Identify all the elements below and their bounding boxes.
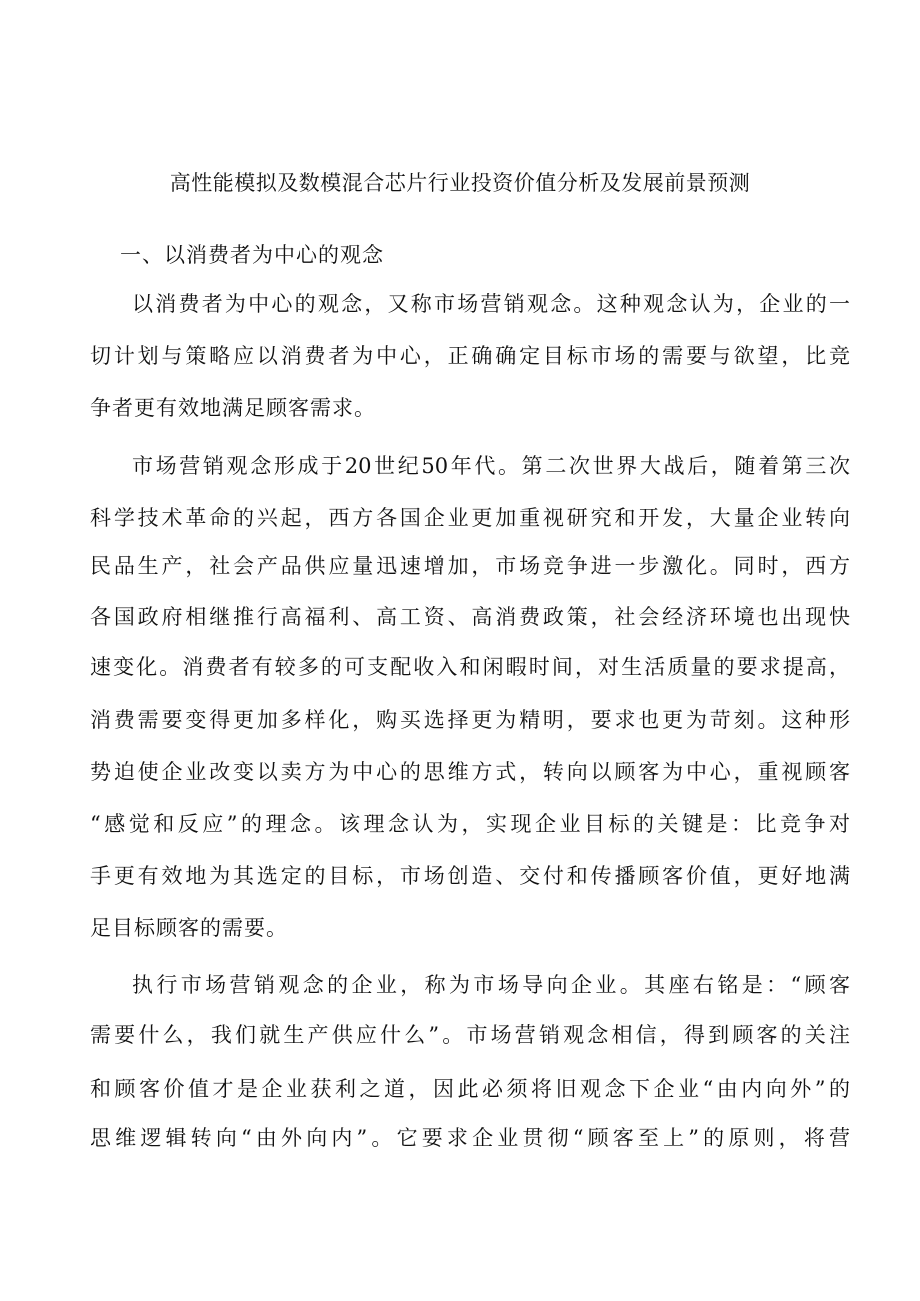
- paragraph-3-line-1: 执行市场营销观念的企业，称为市场导向企业。其座右铭是：“顾客: [132, 973, 850, 997]
- paragraph-2-line-5: 速变化。消费者有较多的可支配收入和闲暇时间，对生活质量的要求提高，: [90, 655, 850, 679]
- paragraph-3-line-3: 和顾客价值才是企业获利之道，因此必须将旧观念下企业“由内向外”的: [90, 1077, 850, 1101]
- paragraph-1-line-1: 以消费者为中心的观念，又称市场营销观念。这种观念认为，企业的一: [132, 292, 850, 316]
- paragraph-2-line-6: 消费需要变得更加多样化，购买选择更为精明，要求也更为苛刻。这种形: [90, 708, 850, 732]
- paragraph-3-line-2: 需要什么，我们就生产供应什么”。市场营销观念相信，得到顾客的关注: [90, 1023, 850, 1047]
- paragraph-2-line-7: 势迫使企业改变以卖方为中心的思维方式，转向以顾客为中心，重视顾客: [90, 760, 850, 784]
- paragraph-2-line-2: 科学技术革命的兴起，西方各国企业更加重视研究和开发，大量企业转向: [90, 506, 850, 530]
- paragraph-2-line-1: 市场营销观念形成于20世纪50年代。第二次世界大战后，随着第三次: [132, 454, 850, 478]
- paragraph-2-line-9: 手更有效地为其选定的目标，市场创造、交付和传播顾客价值，更好地满: [90, 864, 850, 888]
- paragraph-2-line-4: 各国政府相继推行高福利、高工资、高消费政策，社会经济环境也出现快: [90, 605, 850, 629]
- paragraph-2-line-8: “感觉和反应”的理念。该理念认为，实现企业目标的关键是：比竞争对: [90, 812, 850, 836]
- document-title: 高性能模拟及数模混合芯片行业投资价值分析及发展前景预测: [169, 171, 751, 195]
- paragraph-1-line-2: 切计划与策略应以消费者为中心，正确确定目标市场的需要与欲望，比竞: [90, 344, 850, 368]
- paragraph-2-line-3: 民品生产，社会产品供应量迅速增加，市场竞争进一步激化。同时，西方: [90, 554, 850, 578]
- paragraph-2-line-10: 足目标顾客的需要。: [90, 916, 288, 940]
- paragraph-1-line-3: 争者更有效地满足顾客需求。: [90, 396, 376, 420]
- paragraph-3-line-4: 思维逻辑转向“由外向内”。它要求企业贯彻“顾客至上”的原则，将营: [90, 1126, 850, 1150]
- section-heading: 一、以消费者为中心的观念: [120, 243, 384, 267]
